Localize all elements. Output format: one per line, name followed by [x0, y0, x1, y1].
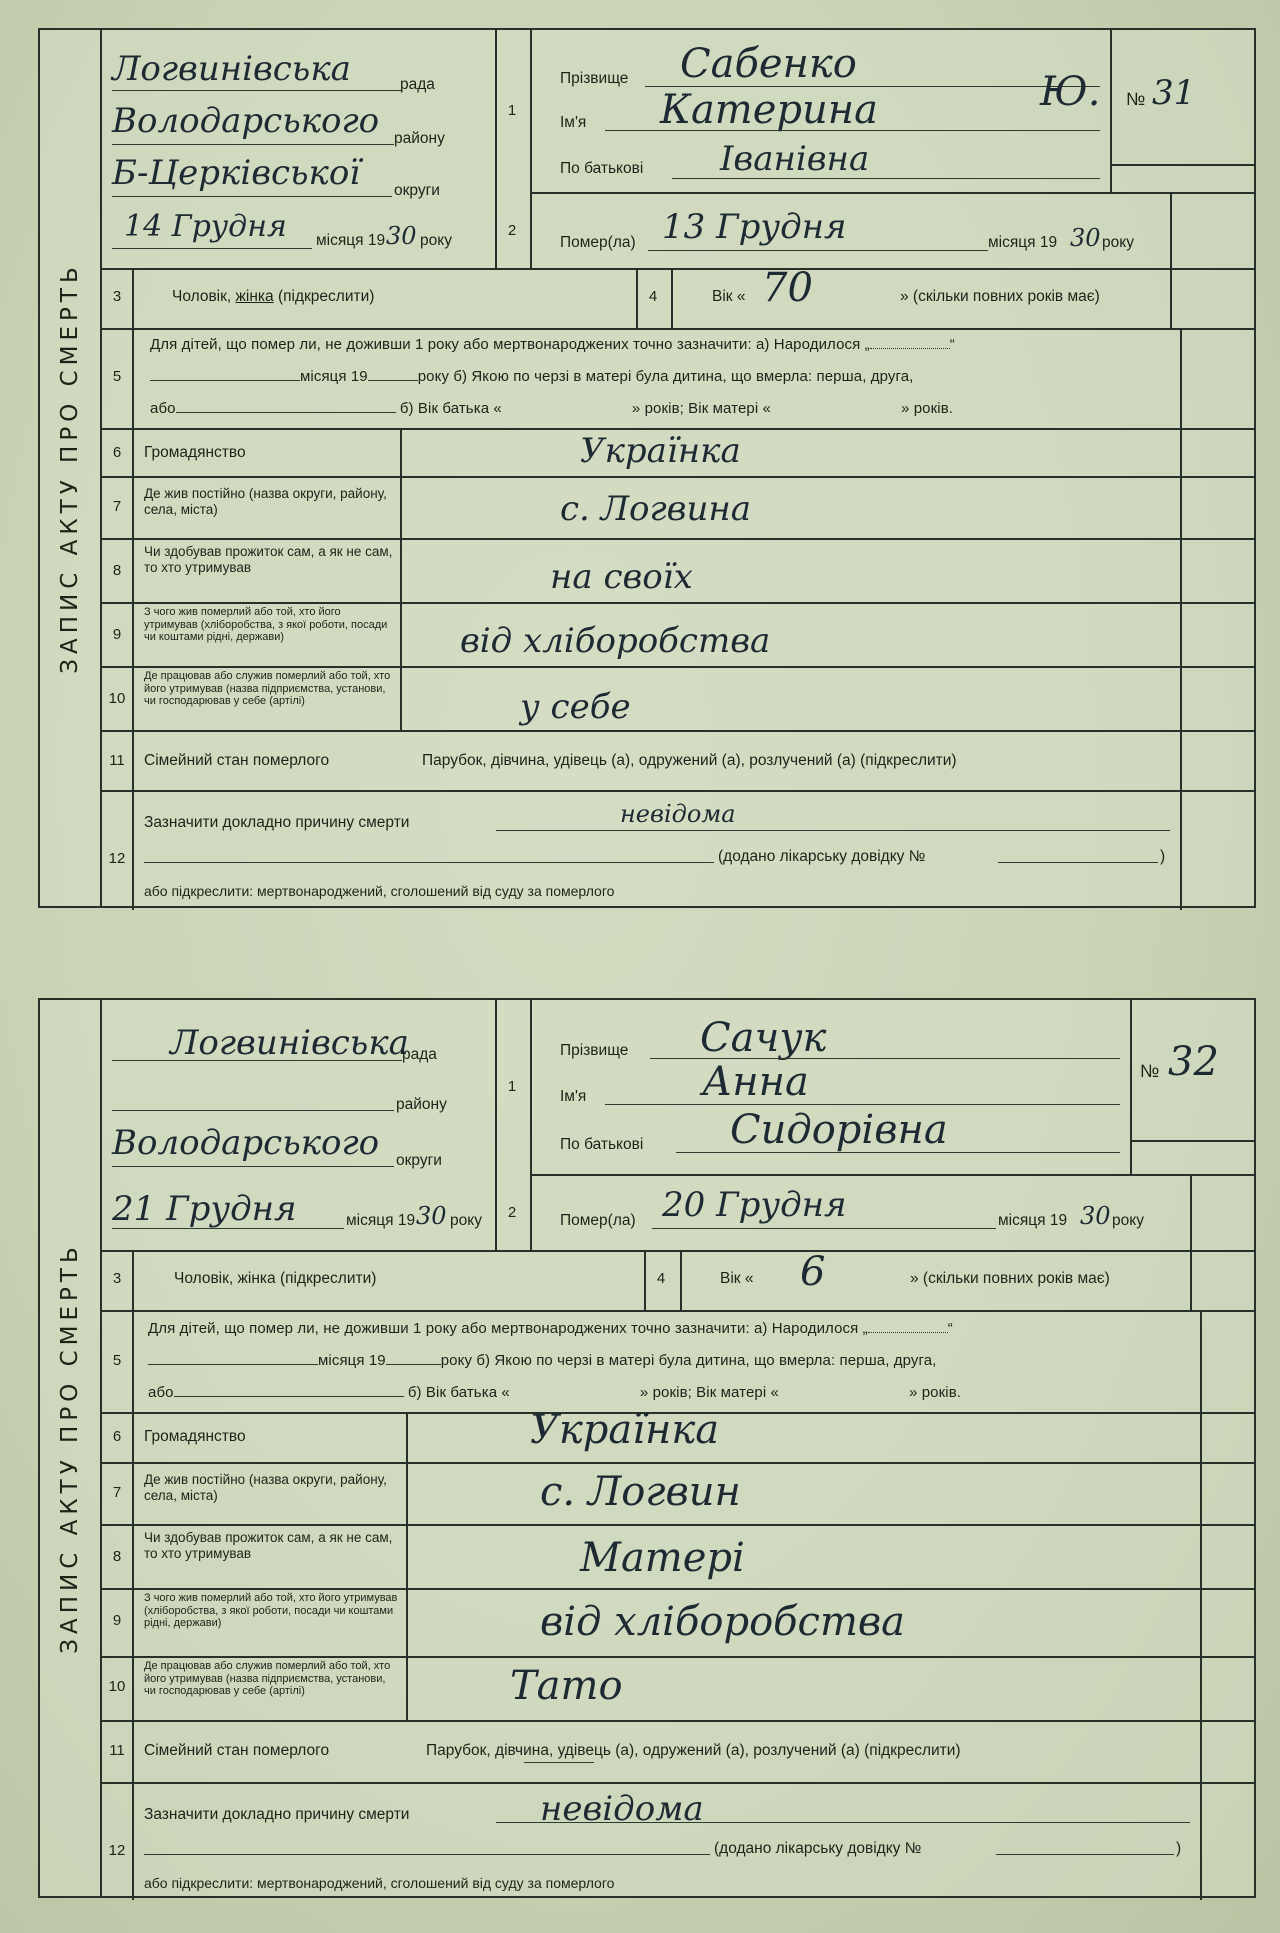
side-title-column	[40, 1000, 102, 1896]
support-value: Матері	[580, 1535, 745, 1581]
citizenship-value: Українка	[580, 431, 741, 471]
cause-value: невідома	[620, 800, 736, 828]
residence-value: с. Логвина	[560, 489, 752, 529]
okruha-label: округи	[394, 182, 440, 199]
sex-label: Чоловік, жінка (підкреслити)	[172, 288, 375, 305]
citizenship-value: Українка	[530, 1407, 720, 1453]
rada-label: рада	[402, 1046, 437, 1063]
patronymic-value: Іванівна	[720, 139, 870, 179]
citizenship-label: Громадянство	[144, 444, 246, 461]
okruha-label: округи	[396, 1152, 442, 1169]
registration-date-value: 21 Грудня	[112, 1189, 297, 1229]
workplace-label: Де працював або служив померлий або той, хто його утримував (назва підприємства, установи, чи господарював у себе (артілі)	[144, 670, 391, 707]
age-tail-label: » (скільки повних років має)	[910, 1270, 1110, 1287]
row-number-12: 12	[108, 1842, 126, 1859]
registration-date-value: 14 Грудня	[124, 209, 287, 244]
age-tail-label: » (скільки повних років має)	[900, 288, 1100, 305]
sex-label: Чоловік, жінка (підкреслити)	[174, 1270, 377, 1287]
death-year-value: 30	[1080, 1202, 1111, 1230]
patronymic-value: Сидорівна	[730, 1107, 948, 1153]
record-number-sign: №	[1140, 1061, 1160, 1081]
row-number-11: 11	[109, 752, 125, 769]
age-label: Вік «	[712, 288, 746, 305]
income-source-label: З чого жив померлий або той, хто його утримував (хліборобства, з якої роботи, посади чи коштами рідні, держави)	[144, 606, 388, 643]
first-name-label: Ім'я	[560, 114, 587, 131]
cause-label: Зазначити докладно причину смерти	[144, 1806, 410, 1823]
income-source-label: З чого жив померлий або той, хто його утримував (хліборобства, з якої роботи, посади чи коштами рідні, держави)	[144, 1592, 398, 1629]
support-label: Чи здобував прожиток сам, а як не сам, то хто утримував	[144, 544, 393, 575]
raion-value: Володарського	[112, 101, 380, 141]
registration-year-value: 30	[386, 222, 417, 250]
row5-line3: або б) Вік батька « » років; Вік матері « » років.	[150, 400, 954, 417]
death-year-label: року	[1102, 234, 1134, 251]
record-number: 32	[1168, 1039, 1219, 1085]
row-number-4: 4	[656, 1270, 666, 1287]
okruha-value: Володарського	[112, 1123, 380, 1163]
row-number-10: 10	[108, 690, 126, 707]
citizenship-label: Громадянство	[144, 1428, 246, 1445]
row-number-11: 11	[109, 1742, 125, 1759]
residence-label: Де жив постійно (назва округи, району, села, міста)	[144, 1472, 387, 1503]
certificate-close: )	[1176, 1840, 1182, 1857]
residence-value: с. Логвин	[540, 1469, 741, 1515]
okruha-value: Б-Церківської	[112, 153, 361, 193]
died-label: Помер(ла)	[560, 1212, 636, 1229]
raion-label: району	[396, 1096, 447, 1113]
income-source-value: від хліборобства	[540, 1599, 906, 1645]
death-date-value: 13 Грудня	[662, 207, 847, 247]
row-number-1: 1	[507, 102, 517, 119]
certificate-label: (додано лікарську довідку №	[714, 1840, 922, 1857]
row-number-5: 5	[112, 368, 122, 385]
patronymic-label: По батькові	[560, 160, 644, 177]
row-number-2: 2	[507, 1204, 517, 1221]
workplace-value: Тато	[510, 1663, 623, 1709]
row5-line1: Для дітей, що помер ли, не доживши 1 року або мертвонароджених точно зазначити: а) Народилося „ “	[148, 1320, 953, 1337]
death-date-value: 20 Грудня	[662, 1185, 847, 1225]
row-number-12: 12	[108, 850, 126, 867]
female-underlined: жінка	[235, 288, 274, 305]
surname-label: Прізвище	[560, 70, 629, 87]
year-label: року	[450, 1212, 482, 1229]
row5-line3: або б) Вік батька « » років; Вік матері « » років.	[148, 1384, 962, 1401]
row-number-5: 5	[112, 1352, 122, 1369]
rada-value: Логвинівська	[112, 49, 351, 89]
income-source-value: від хліборобства	[460, 621, 771, 661]
row-number-3: 3	[112, 288, 122, 305]
stillborn-note: або підкреслити: мертвонароджений, сголошений від суду за померлого	[144, 883, 615, 899]
row-number-9: 9	[112, 626, 122, 643]
support-label: Чи здобував прожиток сам, а як не сам, то хто утримував	[144, 1530, 393, 1561]
age-label: Вік «	[720, 1270, 754, 1287]
first-name-value: Катерина	[660, 87, 878, 133]
residence-label: Де жив постійно (назва округи, району, села, міста)	[144, 486, 387, 517]
registration-year-value: 30	[416, 1202, 447, 1230]
death-record-form-32	[38, 998, 1256, 1898]
side-title-column	[40, 30, 102, 906]
record-number: 31	[1152, 73, 1196, 113]
surname-value: Сабенко	[680, 41, 857, 87]
certificate-label: (додано лікарську довідку №	[718, 848, 926, 865]
first-name-value: Анна	[702, 1059, 809, 1105]
cause-value: невідома	[540, 1789, 704, 1829]
row-number-3: 3	[112, 1270, 122, 1287]
first-name-label: Ім'я	[560, 1088, 587, 1105]
month-label: місяця 19	[346, 1212, 416, 1229]
surname-label: Прізвище	[560, 1042, 629, 1059]
marital-status-options: Парубок, дівчина, удівець (а), одружений (а), розлучений (а) (підкреслити)	[422, 752, 957, 769]
age-value: 6	[800, 1249, 826, 1295]
row5-line2: місяця 19 року б) Якою по черзі в матері була дитина, що вмерла: перша, друга,	[148, 1352, 936, 1370]
divchyna-underline	[524, 1762, 594, 1763]
marital-status-options: Парубок, дівчина, удівець (а), одружений (а), розлучений (а) (підкреслити)	[426, 1742, 961, 1759]
death-year-label: року	[1112, 1212, 1144, 1229]
initial-mark: Ю.	[1040, 69, 1101, 115]
row-number-8: 8	[112, 1548, 122, 1565]
died-label: Помер(ла)	[560, 234, 636, 251]
marital-status-label: Сімейний стан померлого	[144, 752, 330, 769]
row-number-4: 4	[648, 288, 658, 305]
year-label: року	[420, 232, 452, 249]
row5-line2: місяця 19 року б) Якою по черзі в матері була дитина, що вмерла: перша, друга,	[150, 368, 913, 386]
rada-value: Логвинівська	[170, 1023, 409, 1063]
stillborn-note: або підкреслити: мертвонароджений, сголошений від суду за померлого	[144, 1875, 615, 1891]
month-label: місяця 19	[316, 232, 386, 249]
cause-label: Зазначити докладно причину смерти	[144, 814, 410, 831]
death-month-label: місяця 19	[988, 234, 1058, 251]
marital-status-label: Сімейний стан померлого	[144, 1742, 330, 1759]
row-number-10: 10	[108, 1678, 126, 1695]
certificate-close: )	[1160, 848, 1166, 865]
row-number-2: 2	[507, 222, 517, 239]
row-number-6: 6	[112, 1428, 122, 1445]
form-side-title: ЗАПИС АКТУ ПРО СМЕРТЬ	[57, 262, 83, 674]
support-value: на своїх	[550, 557, 693, 597]
rada-label: рада	[400, 76, 435, 93]
death-year-value: 30	[1070, 224, 1101, 252]
row-number-7: 7	[112, 1484, 122, 1501]
patronymic-label: По батькові	[560, 1136, 644, 1153]
raion-label: району	[394, 130, 445, 147]
row5-line1: Для дітей, що помер ли, не доживши 1 року або мертвонароджених точно зазначити: а) Народилося „ “	[150, 336, 955, 353]
row-number-7: 7	[112, 498, 122, 515]
workplace-label: Де працював або служив померлий або той, хто його утримував (назва підприємства, установи, чи господарював у себе (артілі)	[144, 1660, 391, 1697]
row-number-9: 9	[112, 1612, 122, 1629]
form-side-title: ЗАПИС АКТУ ПРО СМЕРТЬ	[57, 1242, 83, 1654]
row-number-1: 1	[507, 1078, 517, 1095]
age-value: 70	[762, 265, 813, 311]
death-record-form-31	[38, 28, 1256, 908]
record-number-sign: №	[1126, 89, 1146, 109]
death-month-label: місяця 19	[998, 1212, 1068, 1229]
surname-value: Сачук	[700, 1015, 827, 1061]
workplace-value: у себе	[520, 687, 631, 727]
row-number-8: 8	[112, 562, 122, 579]
row-number-6: 6	[112, 444, 122, 461]
